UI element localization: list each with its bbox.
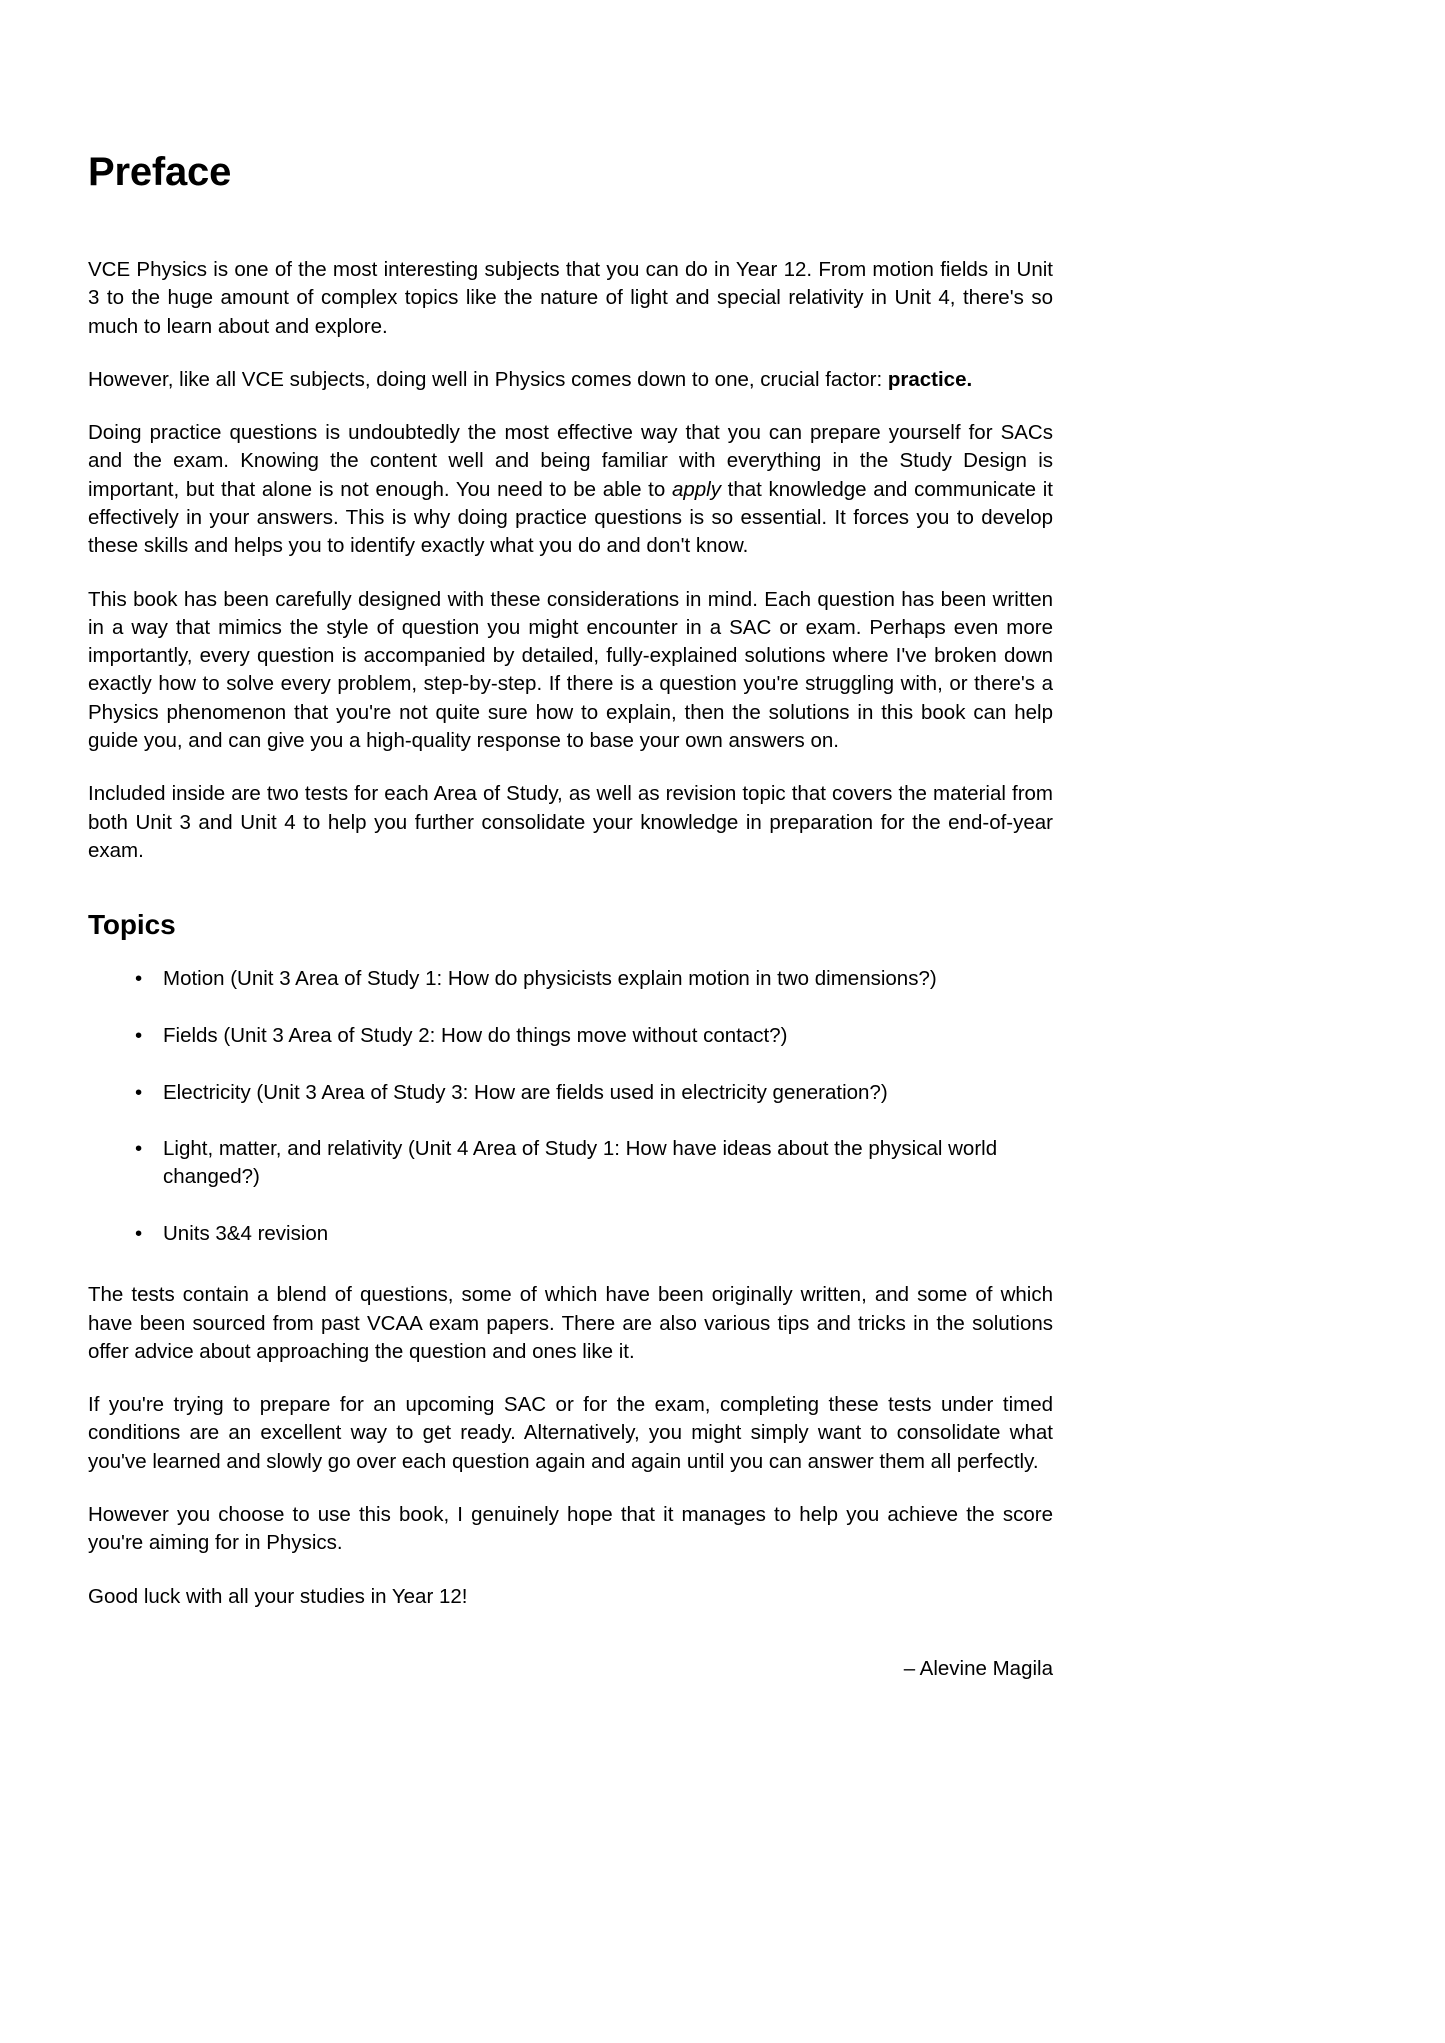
list-item-label: Fields (Unit 3 Area of Study 2: How do things move without contact?) [163,1023,788,1047]
list-item [133,1220,1053,1248]
paragraph-good-luck: Good luck with all your studies in Year 12! [88,1584,468,1608]
paragraph-practice-text: However, like all VCE subjects, doing well in Physics comes down to one, crucial factor: [88,367,888,391]
emphasis-practice: practice. [887,367,973,391]
emphasis-apply: apply [671,477,721,501]
list-item-label: Electricity (Unit 3 Area of Study 3: How are fields used in electricity generation?) [163,1080,888,1104]
paragraph-intro-text: VCE Physics is one of the most interesting subjects that you can do in Year 12. From motion fields in Unit 3 to the huge amount of complex topics like the nature of light and special relativity in Unit 4, there's so much to learn about and explore. [88,258,1053,338]
list-item-label: Light, matter, and relativity (Unit 4 Area of Study 1: How have ideas about the physical world changed?) [163,1137,998,1188]
paragraph-tests-blend: The tests contain a blend of questions, some of which have been originally written, and some of which have been sourced from past VCAA exam papers. There are also various tips and tricks in the solutions offer advice about approaching the question and ones like it. [88,1283,1053,1363]
paragraph-practice-questions-text-b: that knowledge and communicate it effectively in your answers. This is why doing practice questions is so essential. It forces you to develop these skills and helps you to identify exactly what you do and don't know. [88,477,1053,558]
list-item [133,1079,1053,1107]
bullet-icon: • [135,1023,143,1047]
paragraph-hope: However you choose to use this book, I genuinely hope that it manages to help you achieve the score you're aiming for in Physics. [88,1502,1053,1555]
paragraph-book-design: This book has been carefully designed with these considerations in mind. Each question has been written in a way that mimics the style of question you might encounter in a SAC or exam. Perhaps even more importantly, every question is accompanied by detailed, fully-explained solutions where I've broken down exactly how to solve every problem, step-by-step. If there is a question you're struggling with, or there's a Physics phenomenon that you're not quite sure how to explain, then the solutions in this book can help guide you, and can give you a high-quality response to base your own answers on. [88,587,1053,752]
list-item [133,965,1053,993]
page-title: Preface [88,150,232,194]
bullet-icon: • [135,967,143,991]
bullet-icon: • [135,1221,143,1245]
page-content [88,150,1053,1683]
topics-list [88,965,1053,1247]
paragraph-practice [88,366,1053,394]
author-signature: – Alevine Magila [903,1656,1053,1680]
topics-heading: Topics [88,909,176,941]
paragraph-practice-questions-text-a: Doing practice questions is undoubtedly the most effective way that you can prepare yourself for SACs and the exam. Knowing the content well and being familiar with everything in the Study Design is important, but that alone is not enough. You need to be able to [88,421,1053,501]
paragraph-practice-questions [88,419,1053,560]
paragraph-intro [88,256,1053,341]
bullet-icon: • [135,1080,143,1104]
list-item [133,1135,1053,1190]
paragraph-included-inside: Included inside are two tests for each Area of Study, as well as revision topic that covers the material from both Unit 3 and Unit 4 to help you further consolidate your knowledge in preparation for the end-of-year exam. [88,782,1053,862]
list-item [133,1022,1053,1050]
bullet-icon: • [135,1137,143,1161]
list-item-label: Units 3&4 revision [163,1221,329,1245]
list-item-label: Motion (Unit 3 Area of Study 1: How do physicists explain motion in two dimensions?) [163,967,937,991]
paragraph-timed-conditions: If you're trying to prepare for an upcoming SAC or for the exam, completing these tests under timed conditions are an excellent way to get ready. Alternatively, you might simply want to consolidate what you've learned and slowly go over each question again and again until you can answer them all perfectly. [88,1393,1053,1473]
spacer [88,1247,1053,1281]
